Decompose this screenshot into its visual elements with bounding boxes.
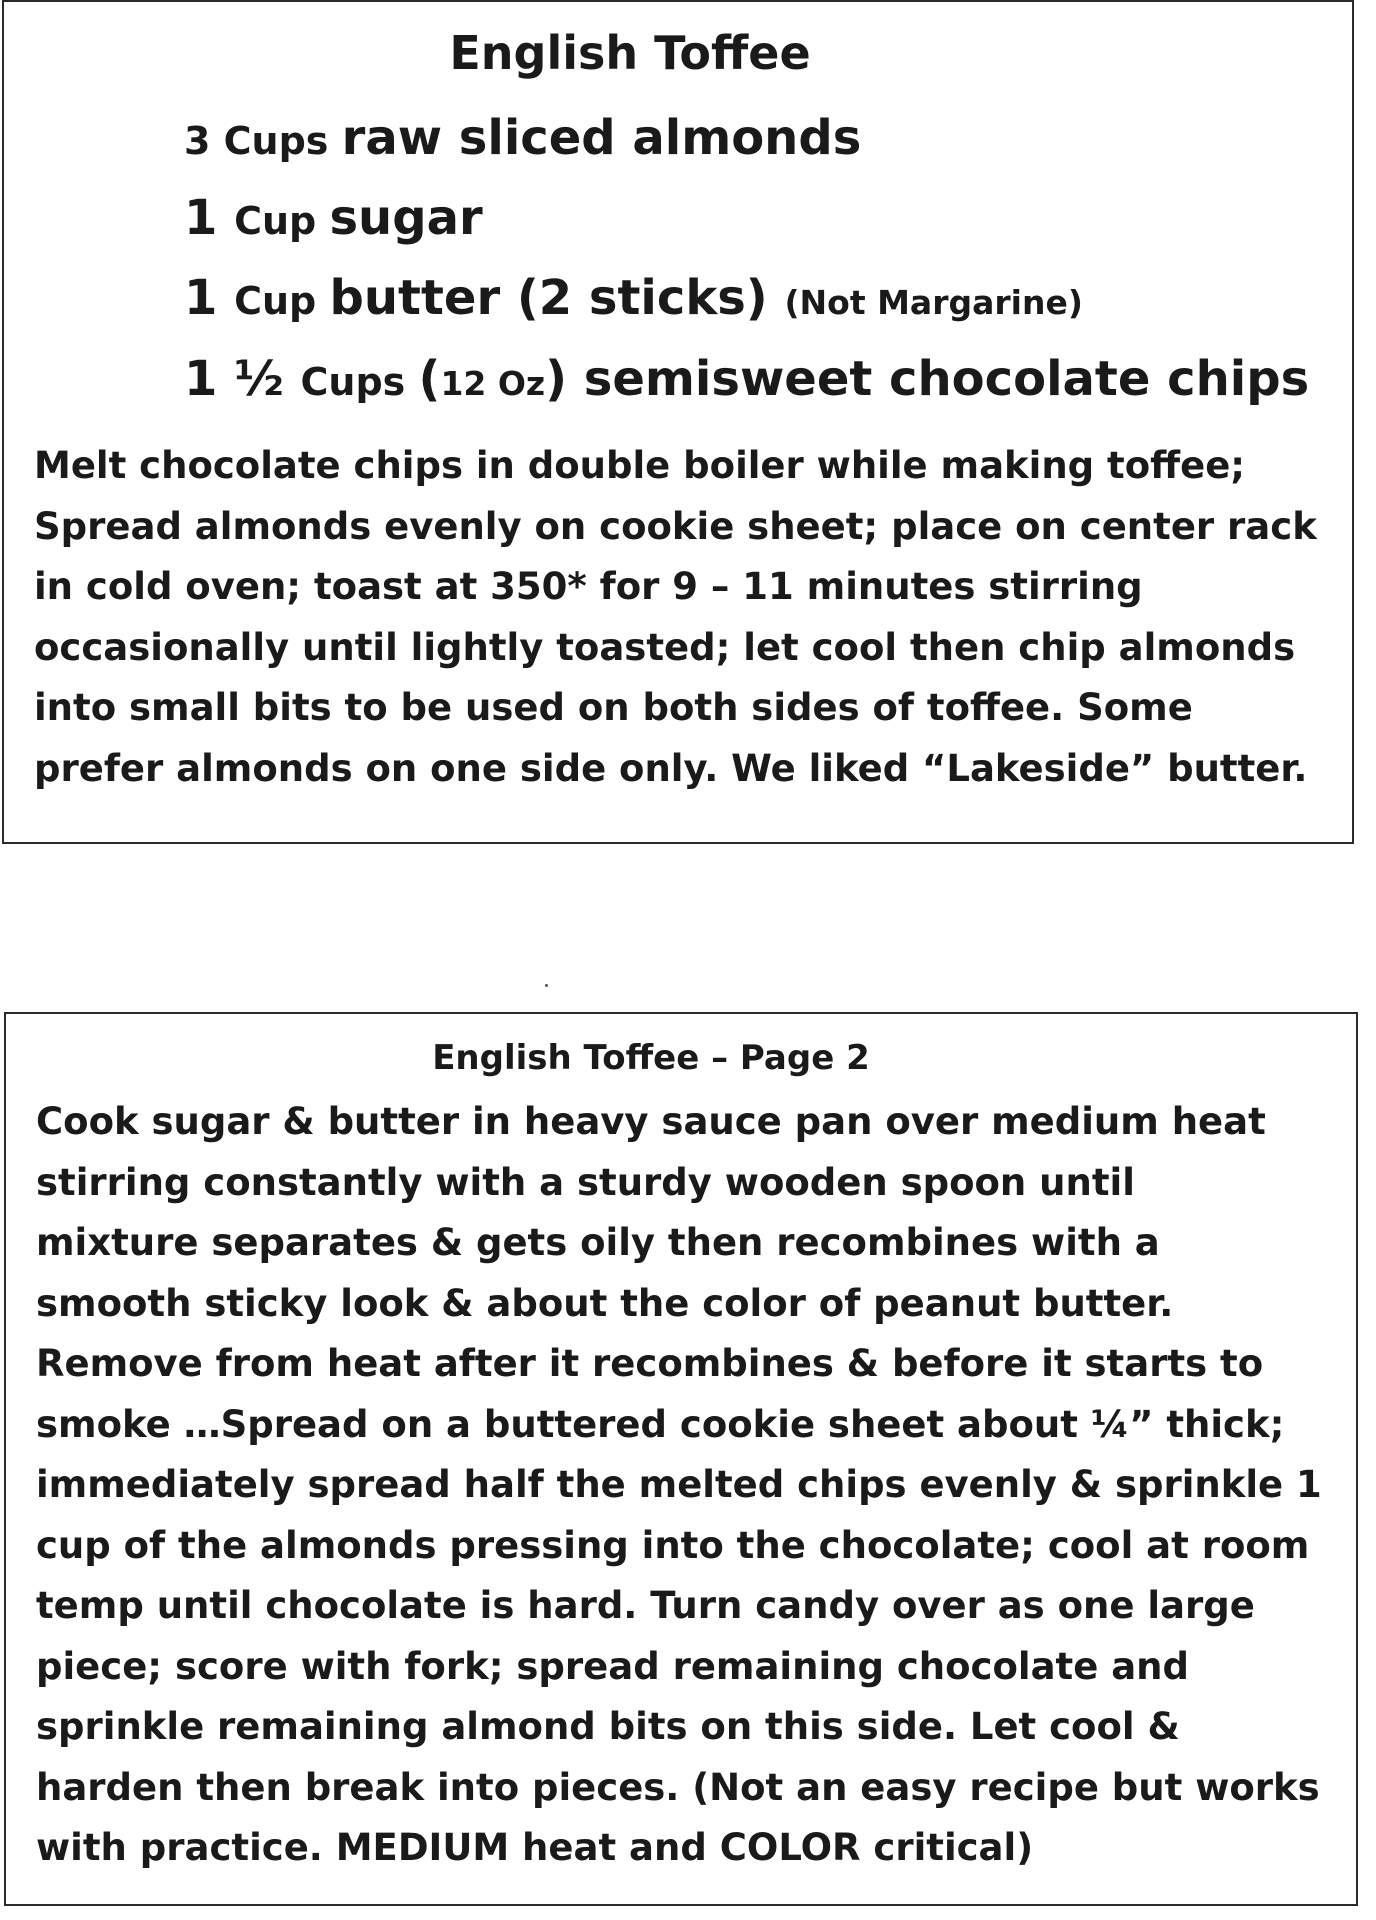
text-line: Cook sugar & butter in heavy sauce pan over medium heat [36, 1100, 1266, 1143]
recipe-title: English Toffee [449, 26, 811, 80]
ingredient-butter [184, 260, 1309, 341]
ingredient-unit: Cup [234, 199, 330, 243]
ingredient-unit: Cup [234, 279, 330, 323]
text-line: cup of the almonds pressing into the chocolate; cool at room [36, 1523, 1310, 1567]
text-line: stirring constantly with a sturdy wooden spoon until [36, 1160, 1135, 1204]
text-line: occasionally until lightly toasted; let cool then chip almonds [34, 625, 1296, 669]
ingredient-list [184, 100, 1309, 422]
text-line: Remove from heat after it recombines & before it starts to [36, 1342, 1264, 1385]
text-line: smoke …Spread on a buttered cookie sheet about ¼” thick; [36, 1402, 1285, 1446]
text-line: Melt chocolate chips in double boiler while making toffee; [34, 444, 1246, 487]
ingredient-name: butter (2 sticks) [329, 270, 785, 326]
ingredient-qty: 3 Cups [184, 119, 342, 163]
stray-mark [545, 984, 548, 987]
ingredient-sugar [184, 180, 1309, 260]
text-line: into small bits to be used on both sides of toffee. Some [34, 686, 1193, 729]
ingredient-name: sugar [329, 190, 483, 246]
text-line: immediately spread half the melted chips evenly & sprinkle 1 [36, 1463, 1322, 1506]
ingredient-almonds [184, 100, 1309, 180]
text-line: smooth sticky look & about the color of peanut butter. [36, 1281, 1174, 1325]
ingredient-chocolate [184, 341, 1309, 422]
ingredient-qty: 1 ½ [184, 351, 301, 407]
text-line: piece; score with fork; spread remaining chocolate and [36, 1644, 1189, 1688]
text-line: temp until chocolate is hard. Turn candy over as one large [36, 1584, 1255, 1627]
text-line: harden then break into pieces. (Not an easy recipe but works [36, 1765, 1320, 1809]
recipe-card-page-1 [2, 0, 1354, 844]
text-line: Spread almonds evenly on cookie sheet; place on center rack [34, 504, 1317, 548]
ingredient-name: ) semisweet chocolate chips [545, 351, 1310, 407]
instructions-page-2 [36, 1092, 1322, 1879]
text-line: sprinkle remaining almond bits on this side. Let cool & [36, 1705, 1180, 1748]
ingredient-unit: Cups [300, 360, 419, 404]
ingredient-qty: 1 [184, 190, 235, 246]
ingredient-paren: ( [418, 351, 441, 407]
ingredient-weight: 12 Oz [440, 364, 546, 403]
text-line: mixture separates & gets oily then recombines with a [36, 1221, 1160, 1264]
instructions-page-1 [34, 436, 1317, 799]
text-line: with practice. MEDIUM heat and COLOR critical) [36, 1826, 1034, 1869]
text-line: prefer almonds on one side only. We liked “Lakeside” butter. [34, 746, 1308, 790]
ingredient-qty: 1 [184, 270, 235, 326]
ingredient-name: raw sliced almonds [341, 110, 862, 166]
recipe-card-page-2 [4, 1012, 1358, 1906]
page-2-title: English Toffee – Page 2 [432, 1038, 870, 1078]
ingredient-note: (Not Margarine) [784, 283, 1083, 322]
text-line: in cold oven; toast at 350* for 9 – 11 minutes stirring [34, 565, 1143, 608]
